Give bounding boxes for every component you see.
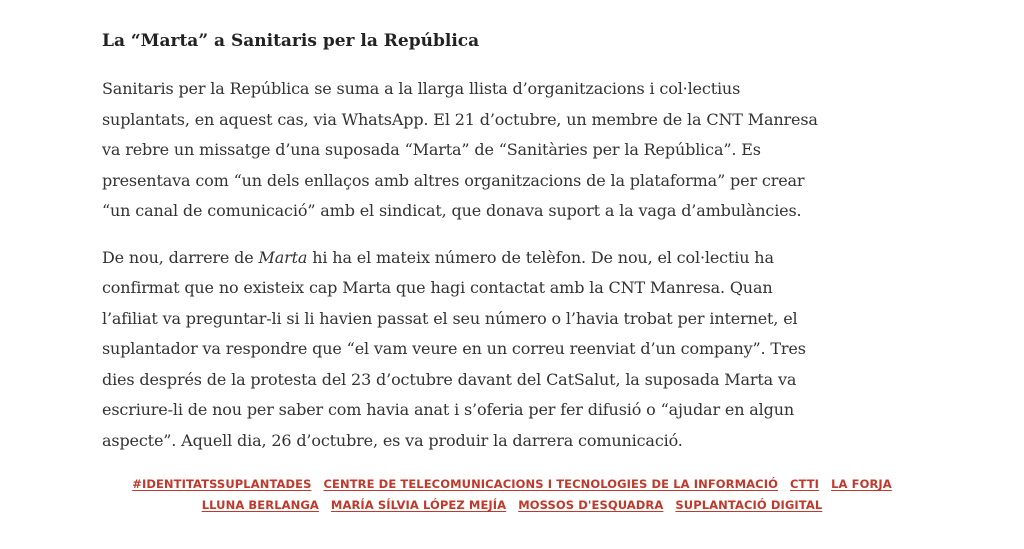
tag-link-lluna-berlanga[interactable]: LLUNA BERLANGA [201,498,319,512]
paragraph-line: confirmat que no existeix cap Marta que hagi contactat amb la CNT Manresa. Quan [102,278,773,297]
tag-link-suplantacio-digital[interactable]: SUPLANTACIÓ DIGITAL [675,498,823,512]
tag-row [102,495,922,516]
paragraph-line: aspecte”. Aquell dia, 26 d’octubre, es va produir la darrera comunicació. [102,430,683,450]
paragraph-line: presentava com “un dels enllaços amb altres organitzacions de la plataforma” per crear [102,170,805,190]
paragraph-line: suplantador va respondre que “el vam veure en un correu reenviat d’un company”. Tres [102,339,806,358]
tag-link-identitats-suplantades[interactable]: #IDENTITATSSUPLANTADES [132,477,312,491]
article-body [102,28,862,472]
paragraph-2 [102,243,862,457]
paragraph-line [102,243,862,274]
paragraph-line: Sanitaris per la República se suma a la llarga llista d’organitzacions i col·lectius [102,79,741,98]
paragraph-line: dies després de la protesta del 23 d’octubre davant del CatSalut, la suposada Marta va [102,369,797,389]
tag-link-ctti[interactable]: CTTI [789,477,820,491]
tag-link-maria-silvia-lopez-mejia[interactable]: MARÍA SÍLVIA LÓPEZ MEJÍA [330,498,507,512]
paragraph-text: De nou, darrere de [102,247,259,267]
paragraph-text: hi ha el mateix número de telèfon. De nou, el col·lectiu ha [307,247,774,267]
tag-link-la-forja[interactable]: LA FORJA [831,477,892,491]
paragraph-line: escriure-li de nou per saber com havia anat i s’oferia per fer difusió o “ajudar en algun [102,400,795,419]
emphasized-name: Marta [258,247,308,267]
paragraph-line: va rebre un missatge d’una suposada “Marta” de “Sanitàries per la República”. Es [102,140,761,159]
tag-link-mossos-desquadra[interactable]: MOSSOS D'ESQUADRA [518,498,664,512]
tag-link-ctti-full[interactable]: CENTRE DE TELECOMUNICACIONS I TECNOLOGIES DE LA INFORMACIÓ [323,477,778,491]
paragraph-line: suplantats, en aquest cas, via WhatsApp. El 21 d’octubre, un membre de la CNT Manresa [102,109,818,129]
tag-list [102,474,922,516]
paragraph-line: l’afiliat va preguntar-li si li havien passat el seu número o l’havia trobat per internet, el [102,308,798,328]
paragraph-line: “un canal de comunicació” amb el sindicat, que donava suport a la vaga d’ambulàncies. [102,201,802,220]
section-heading: La “Marta” a Sanitaris per la República [102,31,480,51]
paragraph-1 [102,74,862,227]
tag-row [102,474,922,495]
